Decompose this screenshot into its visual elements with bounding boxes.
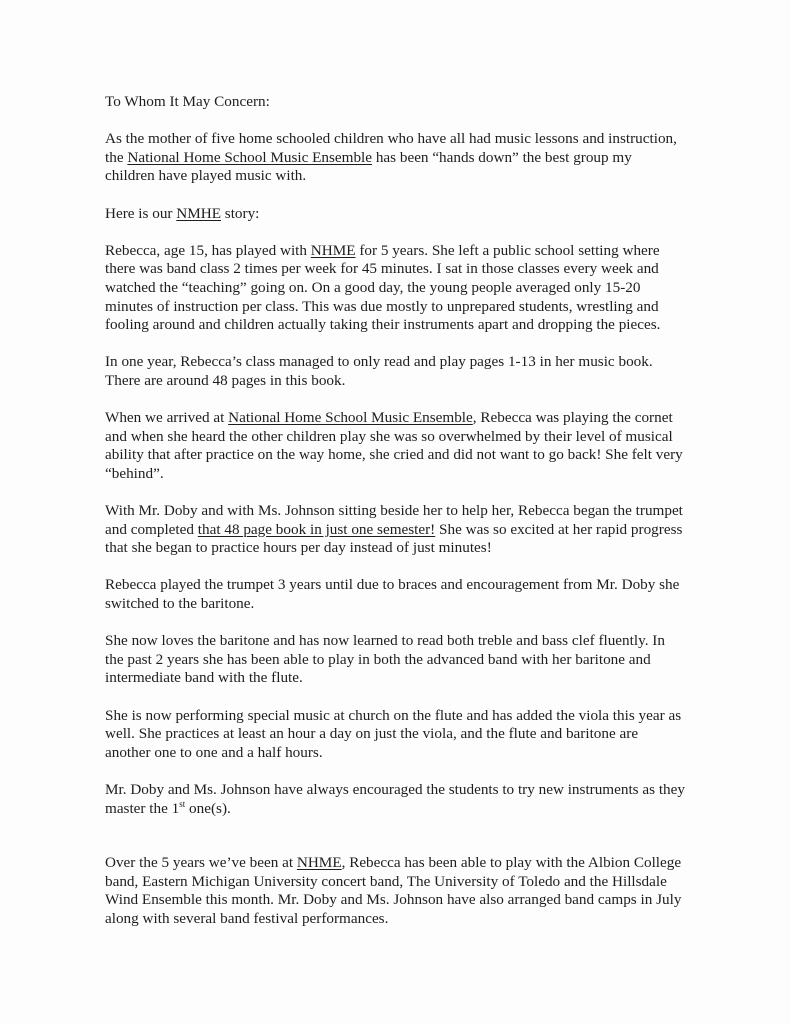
text: Rebecca, age 15, has played with (105, 241, 311, 259)
underlined-emphasis: that 48 page book in just one semester! (197, 520, 436, 538)
underlined-acronym: NHME (296, 854, 342, 872)
paragraph-one-year: In one year, Rebecca’s class managed to only read and play pages 1-13 in her music book. There are around 48 pages in this book. (105, 353, 653, 389)
paragraph-intro (105, 130, 685, 186)
letter-body (105, 93, 685, 947)
text: , Rebecca was playing the cornet and when she heard the other children play she was so overwhelmed by their level of musical ability that after practice on the way home, she cried and did not want to go back! She felt very “behind”. (105, 409, 683, 482)
text: , Rebecca has been able to play with the Albion College band, Eastern Michigan University concert band, The University of Toledo and the Hillsdale Wind Ensemble this month. Mr. Doby and Ms. Johnson have also arranged band camps in July along with several band festival performances. (105, 854, 682, 927)
underlined-acronym: NHME (310, 241, 356, 259)
text: With Mr. Doby and with Ms. Johnson sitting beside her to help her, Rebecca began the trumpet and completed (105, 502, 683, 538)
text: one(s). (185, 799, 231, 817)
paragraph-encouragement (105, 781, 685, 818)
text: Over the 5 years we’ve been at (105, 854, 297, 872)
paragraph-rebecca (105, 242, 685, 335)
underlined-ensemble-name: National Home School Music Ensemble (127, 148, 373, 166)
text: Here is our (105, 204, 177, 222)
paragraph-five-years (105, 854, 685, 928)
paragraph-story-intro (105, 205, 685, 224)
text: Mr. Doby and Ms. Johnson have always encouraged the students to try new instruments as they master the 1 (105, 780, 685, 817)
superscript: st (179, 798, 186, 809)
text: has been “hands down” the best group my children have played music with. (105, 148, 632, 185)
paragraph-trumpet-progress (105, 502, 685, 558)
paragraph-church: She is now performing special music at church on the flute and has added the viola this year as well. She practices at least an hour a day on just the viola, and the flute and baritone are another one to one and a half hours. (105, 706, 682, 761)
text: She was so excited at her rapid progress that she began to practice hours per day instead of just minutes! (105, 520, 683, 557)
salutation: To Whom It May Concern: (105, 93, 270, 110)
paragraph-baritone-love: She now loves the baritone and has now learned to read both treble and bass clef fluently. In the past 2 years she has been able to play in both the advanced band with her baritone and intermediate band with the flute. (105, 632, 665, 687)
text: story: (221, 204, 260, 222)
text: When we arrived at (105, 409, 229, 427)
text: for 5 years. She left a public school setting where there was band class 2 times per week for 45 minutes. I sat in those classes every week and watched the “teaching” going on. On a good day, the young people averaged only 15-20 minutes of instruction per class. This was due mostly to unprepared students, wrestling and fooling around and children actually taking their instruments apart and dropping the pieces. (105, 241, 661, 334)
text: As the mother of five home schooled children who have all had music lessons and instruction, the (105, 130, 677, 166)
paragraph-baritone-switch: Rebecca played the trumpet 3 years until due to braces and encouragement from Mr. Doby she switched to the baritone. (105, 576, 680, 613)
underlined-ensemble-name: National Home School Music Ensemble (228, 409, 473, 427)
paragraph-arrival (105, 409, 685, 483)
underlined-acronym: NMHE (176, 204, 221, 222)
